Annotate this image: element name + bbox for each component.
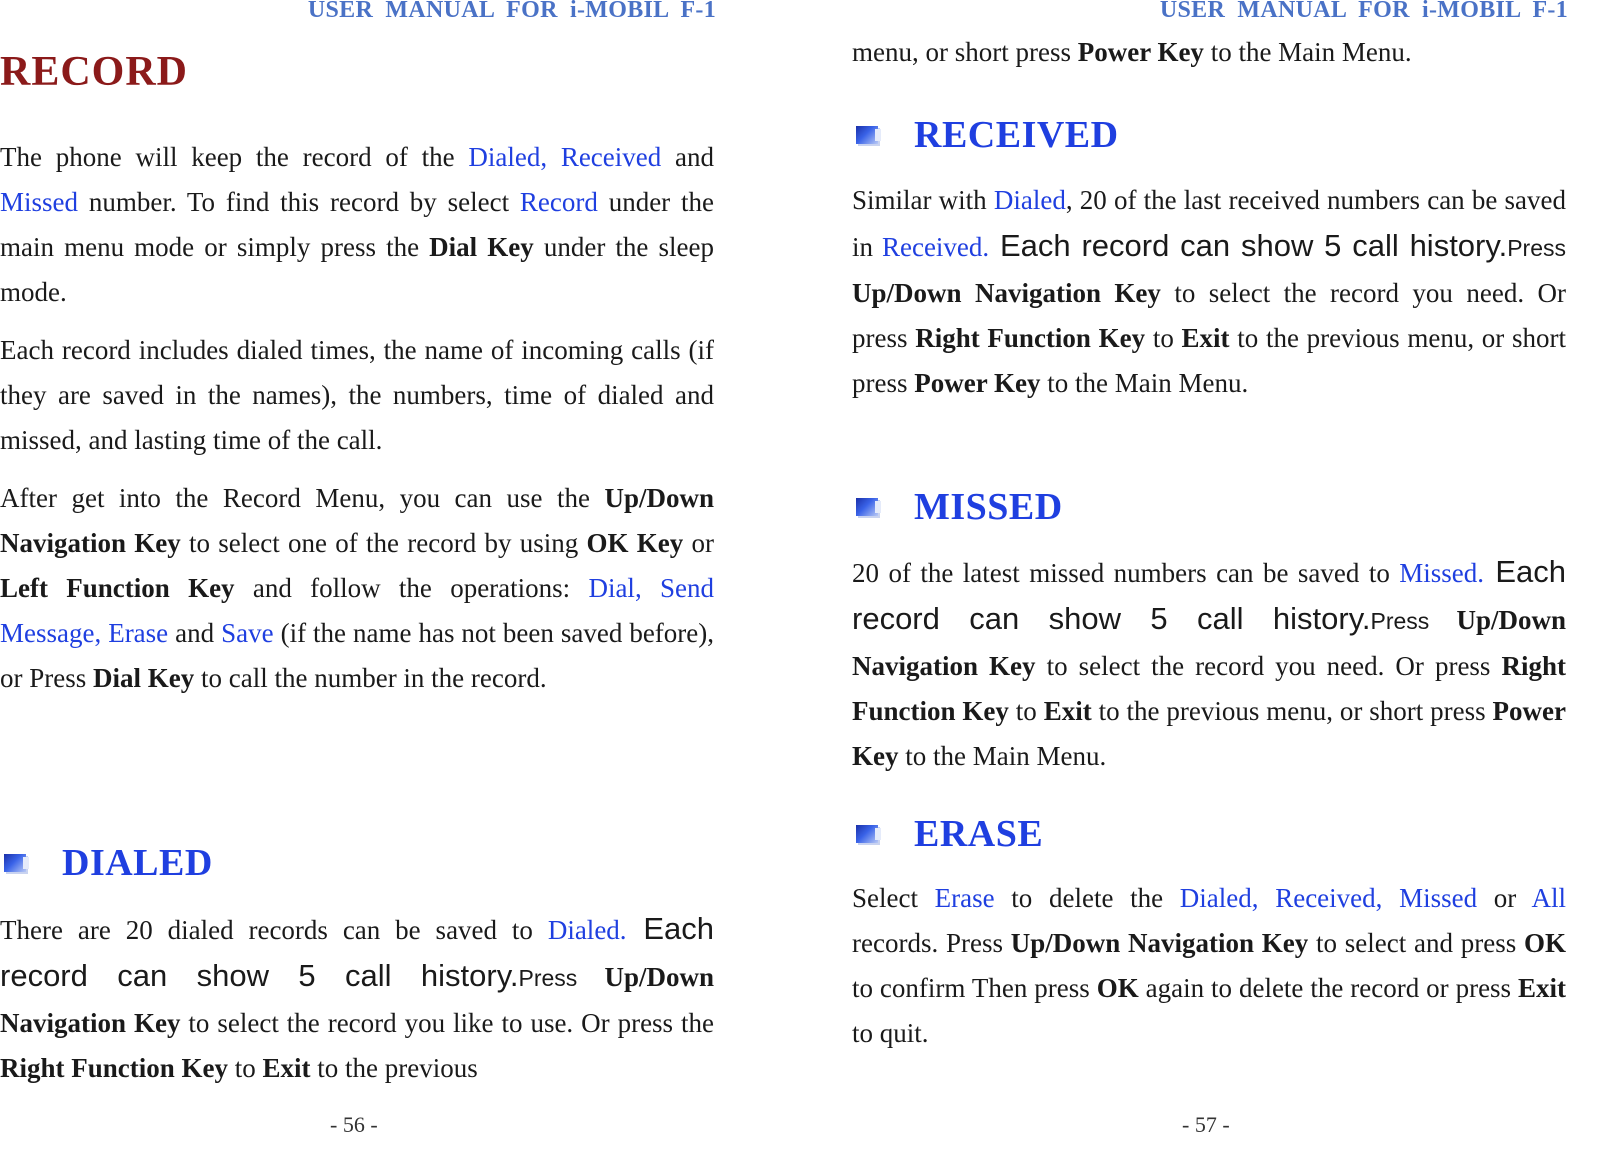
received-paragraph: Similar with Dialed, 20 of the last received numbers can be saved in Received. Each record can show 5 call history.Press Up/Down Navigation Key to select the record you need. Or press Right Function Key to Exit to the previous menu, or short press Power Key to the Main Menu. xyxy=(852,185,1567,398)
bullet-square-icon xyxy=(856,126,878,144)
dialed-continuation-paragraph: menu, or short press Power Key to the Main Menu. xyxy=(852,37,1412,67)
record-details-paragraph: Each record includes dialed times, the name of incoming calls (if they are saved in the names), the numbers, time of dialed and missed, and lasting time of the call. xyxy=(0,335,714,455)
dialed-paragraph: There are 20 dialed records can be saved to Dialed. Each record can show 5 call history.Press Up/Down Navigation Key to select the record you like to use. Or press the Right Function Key to Exit to the previous xyxy=(0,911,715,1083)
page-title: RECORD xyxy=(0,49,189,95)
left-page xyxy=(0,0,740,1168)
running-head-right: USER MANUAL FOR i-MOBIL F-1 xyxy=(1159,0,1568,23)
bullet-square-icon xyxy=(4,854,26,872)
page-number-left: - 56 - xyxy=(330,1112,378,1137)
page-number-right: - 57 - xyxy=(1182,1112,1230,1137)
section-heading-erase: ERASE xyxy=(852,809,1043,859)
section-heading-missed: MISSED xyxy=(852,482,1063,532)
record-intro-paragraph: The phone will keep the record of the Dialed, Received and Missed number. To find this record by select Record under the main menu mode or simply press the Dial Key under the sleep mode. xyxy=(0,142,714,307)
missed-paragraph: 20 of the latest missed numbers can be saved to Missed. Each record can show 5 call history.Press Up/Down Navigation Key to select the record you need. Or press Right Function Key to Exit to the previous menu, or short press Power Key to the Main Menu. xyxy=(852,554,1566,771)
erase-paragraph: Select Erase to delete the Dialed, Received, Missed or All records. Press Up/Down Navigation Key to select and press OK to confirm Then press OK again to delete the record or press Exit to quit. xyxy=(852,883,1567,1048)
section-heading-dialed: DIALED xyxy=(0,838,213,888)
right-page xyxy=(852,0,1568,1168)
bullet-square-icon xyxy=(856,825,878,843)
bullet-square-icon xyxy=(856,498,878,516)
section-heading-received: RECEIVED xyxy=(852,110,1119,160)
record-operations-paragraph: After get into the Record Menu, you can use the Up/Down Navigation Key to select one of the record by using OK Key or Left Function Key and follow the operations: Dial, Send Message, Erase and Save (if the name has not been saved before), or Press Dial Key to call the number in the record. xyxy=(0,483,715,693)
running-head-left: USER MANUAL FOR i-MOBIL F-1 xyxy=(307,0,716,23)
